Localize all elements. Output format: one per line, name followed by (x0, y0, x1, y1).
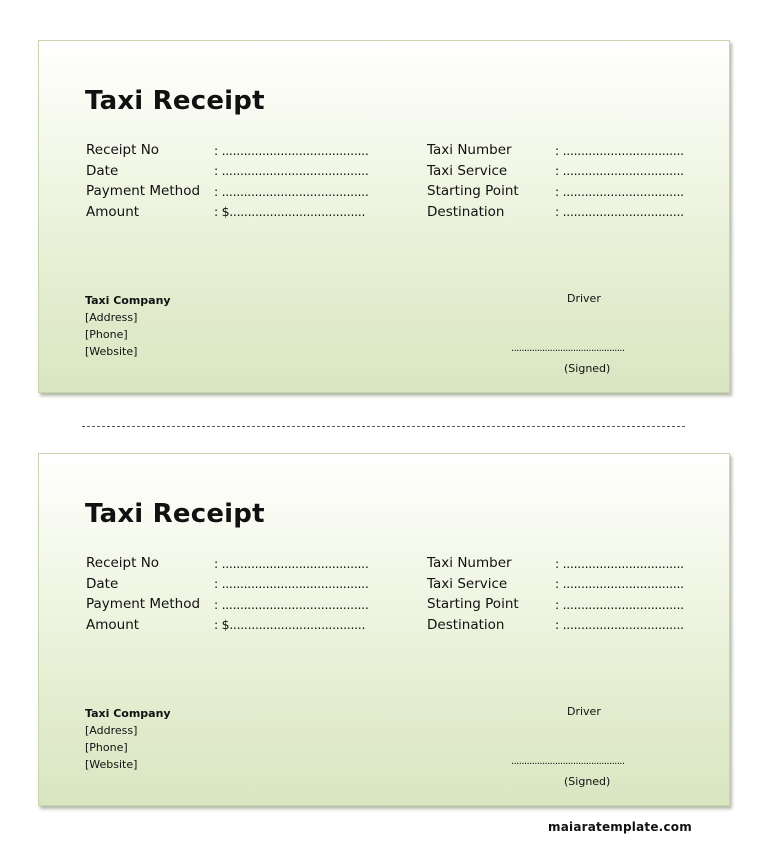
payment-method-row (86, 181, 369, 202)
payment-method-row (86, 594, 369, 615)
receipt-title: Taxi Receipt (85, 499, 265, 529)
destination-field[interactable]: : ................................. (555, 617, 684, 633)
company-phone: [Phone] (85, 741, 128, 754)
destination-row (427, 615, 684, 636)
taxi-service-field[interactable]: : ................................. (555, 576, 684, 592)
starting-point-field[interactable]: : ................................. (555, 596, 684, 612)
receipt-no-field[interactable]: : ........................................ (214, 555, 369, 571)
company-address: [Address] (85, 311, 138, 324)
driver-label: Driver (567, 705, 601, 718)
date-label: Date (86, 162, 119, 179)
payment-method-field[interactable]: : ........................................ (214, 183, 369, 199)
taxi-receipt-bottom (38, 453, 730, 806)
amount-label: Amount (86, 616, 140, 633)
amount-field[interactable]: : $..................................... (214, 204, 366, 220)
signature-line[interactable]: ............................................ (511, 343, 625, 354)
payment-method-label: Payment Method (86, 596, 201, 613)
receipt-right-fields (427, 140, 684, 222)
date-row (86, 574, 369, 595)
company-name: Taxi Company (85, 294, 171, 307)
taxi-number-row (427, 553, 684, 574)
company-info (85, 705, 171, 773)
taxi-number-field[interactable]: : ................................. (555, 142, 684, 158)
receipt-no-label: Receipt No (86, 142, 160, 159)
footer-website: maiaratemplate.com (548, 820, 692, 834)
taxi-service-row (427, 574, 684, 595)
payment-method-field[interactable]: : ........................................ (214, 596, 369, 612)
company-name: Taxi Company (85, 707, 171, 720)
starting-point-row (427, 594, 684, 615)
receipt-right-fields (427, 553, 684, 635)
amount-label: Amount (86, 203, 140, 220)
receipt-no-label: Receipt No (86, 555, 160, 572)
cut-line-divider (82, 426, 685, 427)
receipt-no-row (86, 140, 369, 161)
destination-label: Destination (427, 203, 505, 220)
starting-point-label: Starting Point (427, 183, 519, 200)
starting-point-row (427, 181, 684, 202)
date-label: Date (86, 575, 119, 592)
starting-point-label: Starting Point (427, 596, 519, 613)
receipt-no-row (86, 553, 369, 574)
signed-label: (Signed) (564, 362, 611, 375)
signed-label: (Signed) (564, 775, 611, 788)
taxi-service-label: Taxi Service (427, 162, 508, 179)
amount-row (86, 615, 369, 636)
destination-row (427, 202, 684, 223)
date-field[interactable]: : ........................................ (214, 576, 369, 592)
taxi-number-label: Taxi Number (427, 142, 512, 159)
taxi-number-row (427, 140, 684, 161)
signature-line[interactable]: ............................................ (511, 756, 625, 767)
company-website: [Website] (85, 758, 138, 771)
company-phone: [Phone] (85, 328, 128, 341)
starting-point-field[interactable]: : ................................. (555, 183, 684, 199)
receipt-left-fields (86, 140, 369, 222)
company-address: [Address] (85, 724, 138, 737)
amount-field[interactable]: : $..................................... (214, 617, 366, 633)
receipt-title: Taxi Receipt (85, 86, 265, 116)
amount-row (86, 202, 369, 223)
payment-method-label: Payment Method (86, 183, 201, 200)
taxi-number-field[interactable]: : ................................. (555, 555, 684, 571)
date-field[interactable]: : ........................................ (214, 163, 369, 179)
taxi-receipt-top (38, 40, 730, 393)
receipt-no-field[interactable]: : ........................................ (214, 142, 369, 158)
taxi-service-field[interactable]: : ................................. (555, 163, 684, 179)
taxi-number-label: Taxi Number (427, 555, 512, 572)
driver-label: Driver (567, 292, 601, 305)
destination-label: Destination (427, 616, 505, 633)
receipt-left-fields (86, 553, 369, 635)
destination-field[interactable]: : ................................. (555, 204, 684, 220)
company-info (85, 292, 171, 360)
taxi-service-label: Taxi Service (427, 575, 508, 592)
taxi-service-row (427, 161, 684, 182)
company-website: [Website] (85, 345, 138, 358)
date-row (86, 161, 369, 182)
